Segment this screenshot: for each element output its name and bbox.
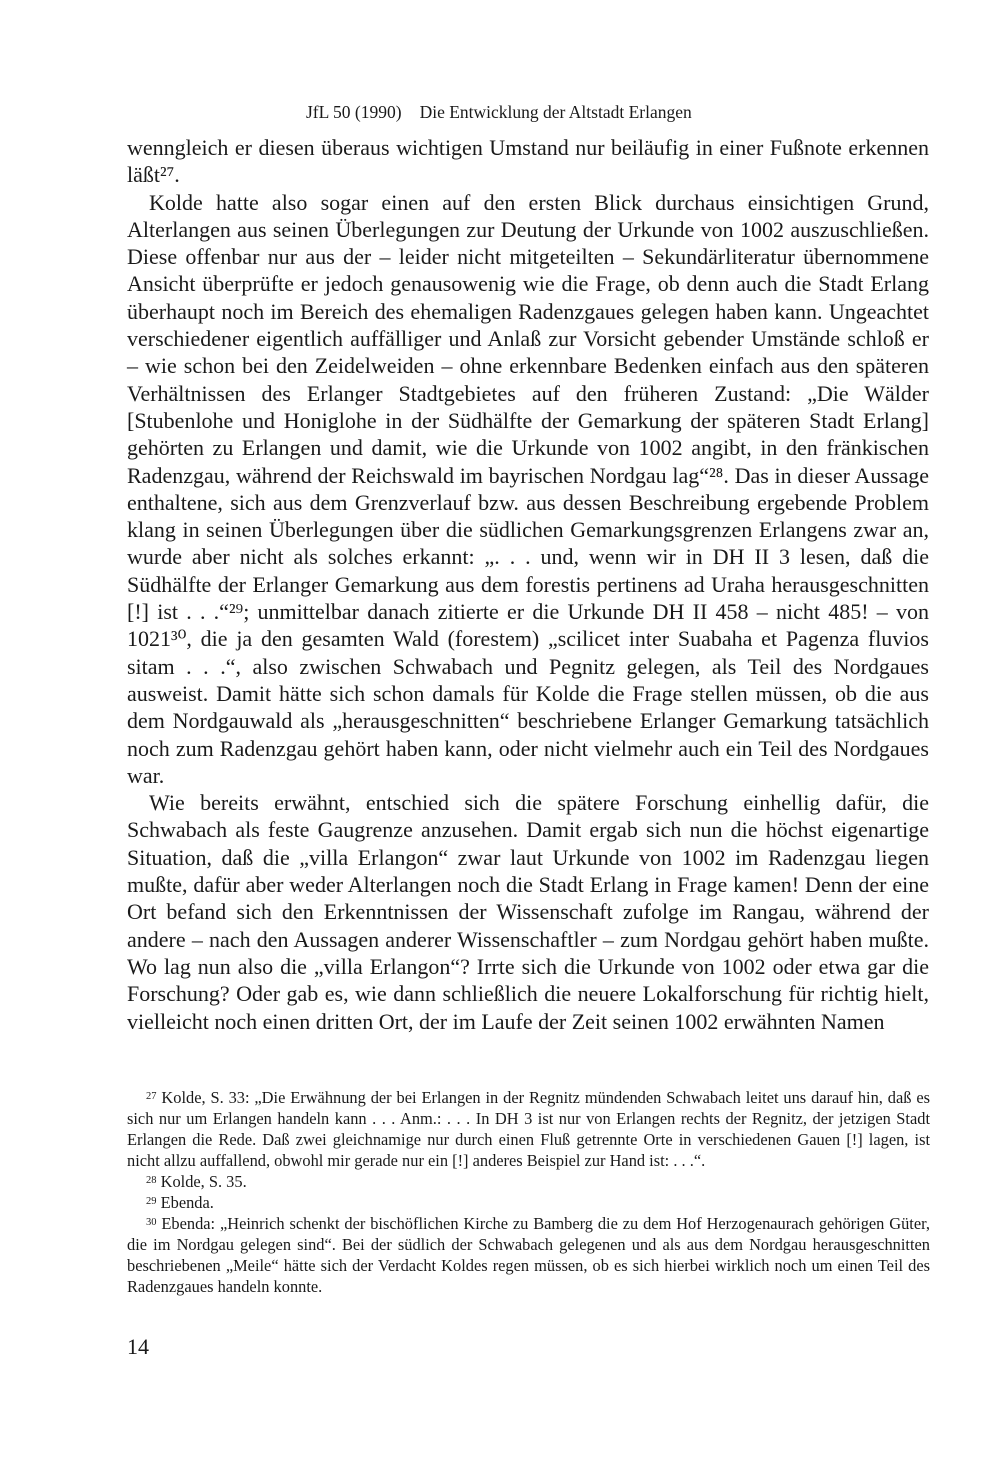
paragraph-2: Kolde hatte also sogar einen auf den ersten Blick durchaus einsichtigen Grund, Alterlangen aus seinen Überlegungen zur Deutung der Urkunde von 1002 auszuschließen. Diese offenbar nur aus der – leider nicht mitgeteilten – Sekundärliteratur übernommene Ansicht überprüfte er jedoch genausowenig wie die Frage, ob denn auch die Stadt Erlang überhaupt noch im Bereich des ehemaligen Radenzgaues gelegen haben kann. Ungeachtet verschiedener eigentlich auffälliger und Anlaß zur Vorsicht gebender Umstände schloß er – wie schon bei den Zeidelweiden – ohne erkennbare Bedenken einfach aus den späteren Verhältnissen des Erlanger Stadtgebietes auf den früheren Zustand: „Die Wälder [Stubenlohe und Honiglohe in der Südhälfte der Gemarkung der späteren Stadt Erlang] gehörten zu Erlangen und damit, wie die Urkunde von 1002 angibt, in den fränkischen Radenzgau, während der Reichswald im bayrischen Nordgau lag“²⁸. Das in dieser Aussage enthaltene, sich aus dem Grenzverlauf bzw. aus dessen Beschreibung ergebende Problem klang in seinen Überlegungen über die südlichen Gemarkungsgrenzen Erlangens zwar an, wurde aber nicht als solches erkannt: „. . . und, wenn wir in DH II 3 lesen, daß die Südhälfte der Erlanger Gemarkung aus dem forestis pertinens ad Uraha herausgeschnitten [!] ist . . .“²⁹; unmittelbar danach zitierte er die Urkunde DH II 458 – nicht 485! – von 1021³⁰, die ja den gesamten Wald (forestem) „scilicet inter Suabaha et Pagenza fluvios sitam . . .“, also zwischen Schwabach und Pegnitz gelegen, als Teil des Nordgaues ausweist. Damit hätte sich schon damals für Kolde die Frage stellen müssen, ob die aus dem Nordgauwald als „herausgeschnitten“ beschriebene Erlanger Gemarkung tatsächlich noch zum Radenzgau gehört haben kann, oder nicht vielmehr auch ein Teil des Nordgaues war. xyxy=(127,189,929,788)
footnote-text: Kolde, S. 35. xyxy=(160,1172,247,1191)
footnote-number: 30 xyxy=(146,1217,157,1228)
footnotes-section xyxy=(127,1087,930,1297)
footnote-text: Ebenda. xyxy=(160,1193,214,1212)
footnote-text: Kolde, S. 33: „Die Erwähnung der bei Erlangen in der Regnitz mündenden Schwabach leitet uns darauf hin, daß es sich nur um Erlangen handeln kann . . . Anm.: . . . In DH 3 ist nur von Erlangen rechts der Regnitz, der jetzigen Stadt Erlangen die Rede. Daß zwei gleichnamige nur durch einen Fluß getrennte Orte in verschiedenen Gauen [!] lagen, ist nicht allzu auffallend, obwohl mir gerade nur ein [!] anderes Beispiel zur Hand ist: . . .“. xyxy=(127,1088,930,1170)
footnote-30 xyxy=(127,1213,930,1297)
footnote-29 xyxy=(127,1192,930,1213)
main-text xyxy=(127,134,929,1035)
footnote-number: 28 xyxy=(146,1175,157,1186)
footnote-number: 29 xyxy=(146,1196,157,1207)
page-number: 14 xyxy=(127,1334,149,1359)
article-title: Die Entwicklung der Altstadt Erlangen xyxy=(419,102,692,122)
paragraph-1: wenngleich er diesen überaus wichtigen Umstand nur beiläufig in einer Fußnote erkennen läßt²⁷. xyxy=(127,135,929,188)
footnote-text: Ebenda: „Heinrich schenkt der bischöflichen Kirche zu Bamberg die zu dem Hof Herzogenaurach gehörigen Güter, die im Nordgau gelegen sind“. Bei der südlich der Schwabach gelegenen und als aus dem Nordgau herausgeschnitten beschriebenen „Meile“ hätte sich der Verdacht Koldes regen müssen, ob es sich hierbei wirklich noch um einen Teil des Radenzgaues handeln konnte. xyxy=(127,1214,930,1296)
footnote-27 xyxy=(127,1087,930,1171)
running-head xyxy=(306,100,692,124)
paragraph-3: Wie bereits erwähnt, entschied sich die spätere Forschung einhellig dafür, die Schwabach als feste Gaugrenze anzusehen. Damit ergab sich nun die höchst eigenartige Situation, daß die „villa Erlangon“ zwar laut Urkunde von 1002 im Radenzgau liegen mußte, dafür aber weder Alterlangen noch die Stadt Erlang in Frage kamen! Denn der eine Ort befand sich den Erkenntnissen der Wissenschaft zufolge im Rangau, während der andere – nach den Aussagen anderer Wissenschaftler – zum Nordgau gehört haben mußte. Wo lag nun also die „villa Erlangon“? Irrte sich die Urkunde von 1002 oder etwa gar die Forschung? Oder gab es, wie dann schließlich die neuere Lokalforschung für richtig hielt, vielleicht noch einen dritten Ort, der im Laufe der Zeit seinen 1002 erwähnten Namen xyxy=(127,790,929,1034)
journal-citation: JfL 50 (1990) xyxy=(306,102,402,122)
footnote-number: 27 xyxy=(146,1091,157,1102)
footnote-28 xyxy=(127,1171,930,1192)
